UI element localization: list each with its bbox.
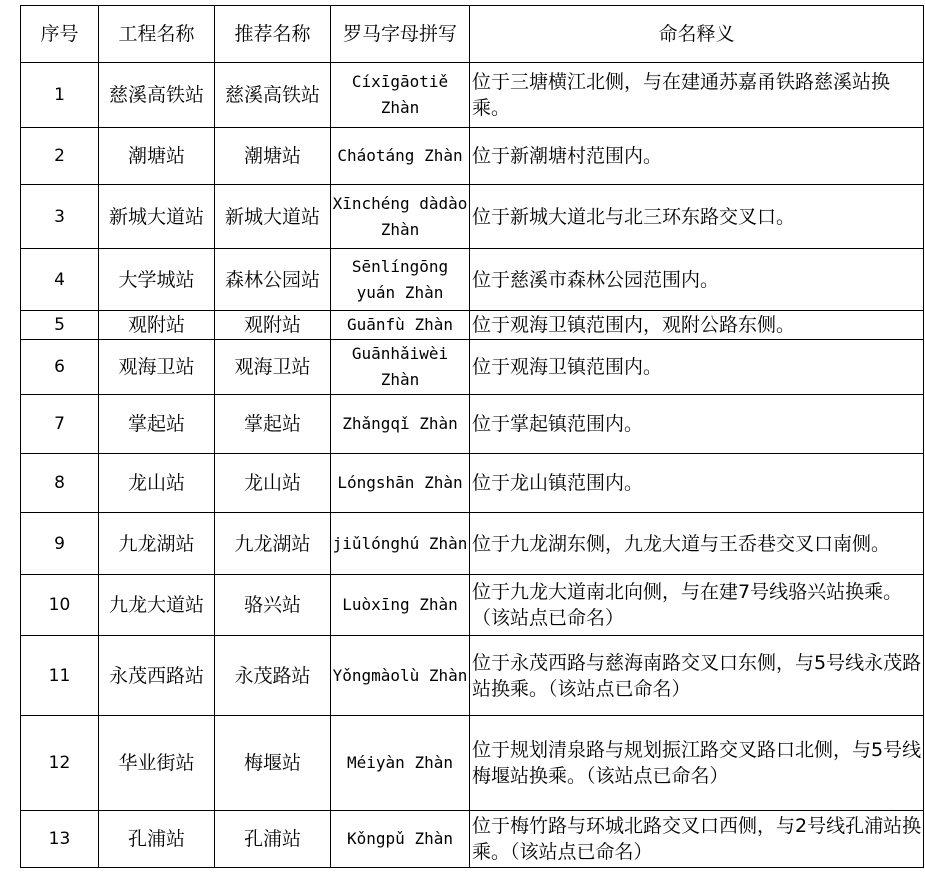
cell-no: 1 — [21, 63, 99, 128]
header-naming-explanation: 命名释义 — [470, 6, 924, 63]
header-row — [21, 6, 924, 63]
cell-naming-explanation: 位于规划清泉路与规划振江路交叉路口北侧，与5号线梅堰站换乘。（该站点已命名） — [470, 716, 924, 811]
cell-recommended-name: 掌起站 — [215, 395, 331, 454]
cell-no: 13 — [21, 811, 99, 868]
cell-naming-explanation: 位于观海卫镇范围内，观附公路东侧。 — [470, 311, 924, 340]
cell-naming-explanation: 位于新潮塘村范围内。 — [470, 128, 924, 185]
cell-no: 8 — [21, 454, 99, 513]
cell-roman-spelling: Cháotáng Zhàn — [331, 128, 470, 185]
cell-no: 10 — [21, 575, 99, 636]
cell-roman-spelling: Cíxīgāotiě Zhàn — [331, 63, 470, 128]
cell-engineering-name: 大学城站 — [99, 249, 215, 311]
cell-naming-explanation: 位于新城大道北与北三环东路交叉口。 — [470, 185, 924, 249]
cell-recommended-name: 新城大道站 — [215, 185, 331, 249]
table-row — [21, 395, 924, 454]
cell-engineering-name: 华业街站 — [99, 716, 215, 811]
table-row — [21, 716, 924, 811]
cell-roman-spelling: Kǒngpǔ Zhàn — [331, 811, 470, 868]
cell-roman-spelling: Yǒngmàolù Zhàn — [331, 636, 470, 716]
cell-naming-explanation: 位于九龙湖东侧，九龙大道与王岙巷交叉口南侧。 — [470, 513, 924, 575]
cell-no: 12 — [21, 716, 99, 811]
cell-recommended-name: 森林公园站 — [215, 249, 331, 311]
cell-roman-spelling: Guānfù Zhàn — [331, 311, 470, 340]
cell-no: 7 — [21, 395, 99, 454]
table-row — [21, 513, 924, 575]
cell-no: 6 — [21, 340, 99, 395]
cell-no: 2 — [21, 128, 99, 185]
cell-naming-explanation: 位于观海卫镇范围内。 — [470, 340, 924, 395]
table-row — [21, 128, 924, 185]
cell-no: 3 — [21, 185, 99, 249]
cell-recommended-name: 龙山站 — [215, 454, 331, 513]
cell-no: 4 — [21, 249, 99, 311]
cell-roman-spelling: Méiyàn Zhàn — [331, 716, 470, 811]
cell-naming-explanation: 位于永茂西路与慈海南路交叉口东侧，与5号线永茂路站换乘。（该站点已命名） — [470, 636, 924, 716]
cell-engineering-name: 观海卫站 — [99, 340, 215, 395]
table-row — [21, 575, 924, 636]
cell-engineering-name: 九龙大道站 — [99, 575, 215, 636]
cell-recommended-name: 骆兴站 — [215, 575, 331, 636]
cell-recommended-name: 永茂路站 — [215, 636, 331, 716]
cell-roman-spelling: Luòxīng Zhàn — [331, 575, 470, 636]
table-row — [21, 249, 924, 311]
table-row — [21, 185, 924, 249]
cell-naming-explanation: 位于九龙大道南北向侧，与在建7号线骆兴站换乘。（该站点已命名） — [470, 575, 924, 636]
cell-roman-spelling: Xīnchéng dàdào Zhàn — [331, 185, 470, 249]
cell-recommended-name: 孔浦站 — [215, 811, 331, 868]
cell-engineering-name: 孔浦站 — [99, 811, 215, 868]
cell-roman-spelling: jiǔlónghú Zhàn — [331, 513, 470, 575]
station-naming-table — [20, 5, 924, 868]
cell-naming-explanation: 位于慈溪市森林公园范围内。 — [470, 249, 924, 311]
cell-roman-spelling: Sēnlíngōng yuán Zhàn — [331, 249, 470, 311]
cell-recommended-name: 梅堰站 — [215, 716, 331, 811]
cell-recommended-name: 潮塘站 — [215, 128, 331, 185]
cell-engineering-name: 慈溪高铁站 — [99, 63, 215, 128]
table-row — [21, 63, 924, 128]
table-row — [21, 454, 924, 513]
cell-engineering-name: 永茂西路站 — [99, 636, 215, 716]
cell-recommended-name: 观附站 — [215, 311, 331, 340]
cell-engineering-name: 新城大道站 — [99, 185, 215, 249]
table-row — [21, 311, 924, 340]
cell-no: 9 — [21, 513, 99, 575]
table-row — [21, 636, 924, 716]
cell-engineering-name: 潮塘站 — [99, 128, 215, 185]
header-recommended-name: 推荐名称 — [215, 6, 331, 63]
cell-naming-explanation: 位于梅竹路与环城北路交叉口西侧，与2号线孔浦站换乘。（该站点已命名） — [470, 811, 924, 868]
cell-roman-spelling: Zhǎngqǐ Zhàn — [331, 395, 470, 454]
cell-recommended-name: 九龙湖站 — [215, 513, 331, 575]
cell-engineering-name: 观附站 — [99, 311, 215, 340]
cell-engineering-name: 掌起站 — [99, 395, 215, 454]
cell-roman-spelling: Lóngshān Zhàn — [331, 454, 470, 513]
header-no: 序号 — [21, 6, 99, 63]
header-engineering-name: 工程名称 — [99, 6, 215, 63]
header-roman-spelling: 罗马字母拼写 — [331, 6, 470, 63]
cell-naming-explanation: 位于龙山镇范围内。 — [470, 454, 924, 513]
cell-roman-spelling: Guānhǎiwèi Zhàn — [331, 340, 470, 395]
cell-recommended-name: 慈溪高铁站 — [215, 63, 331, 128]
cell-naming-explanation: 位于掌起镇范围内。 — [470, 395, 924, 454]
cell-engineering-name: 龙山站 — [99, 454, 215, 513]
cell-no: 11 — [21, 636, 99, 716]
cell-naming-explanation: 位于三塘横江北侧，与在建通苏嘉甬铁路慈溪站换乘。 — [470, 63, 924, 128]
cell-no: 5 — [21, 311, 99, 340]
table-row — [21, 811, 924, 868]
cell-recommended-name: 观海卫站 — [215, 340, 331, 395]
table-row — [21, 340, 924, 395]
cell-engineering-name: 九龙湖站 — [99, 513, 215, 575]
